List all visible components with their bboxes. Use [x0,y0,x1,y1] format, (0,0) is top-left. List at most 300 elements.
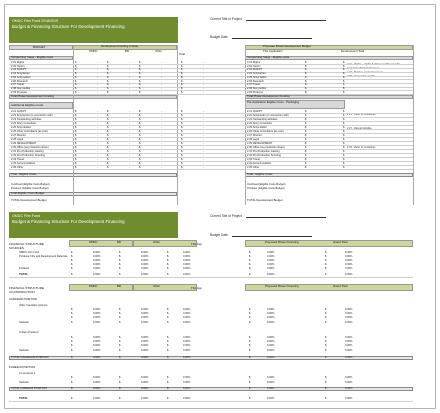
amount-cell[interactable]: $ [107,126,109,129]
fin1-row-1-cell-9: 0.00% [345,251,353,254]
phase-amount-cell[interactable]: $ [305,142,307,145]
fin2-total-cdn-cell-0[interactable]: $ [71,356,73,359]
amount-cell[interactable]: $ [181,150,183,153]
amount-value: - [129,138,130,141]
fin2-c-1-cell-6[interactable]: $ [249,376,251,379]
amount-cell[interactable]: $ [107,134,109,137]
phase-amount-cell[interactable]: $ [343,138,345,141]
amount-cell[interactable]: $ [181,166,183,169]
fin2-a-1-cell-8[interactable]: $ [325,308,327,311]
fin2-a-3-cell-0[interactable]: $ [71,316,73,319]
amount-value: - [129,154,130,157]
fin2-b-3-cell-2[interactable]: $ [119,344,121,347]
amount-cell[interactable]: $ [139,162,141,165]
amount-cell[interactable]: $ [107,162,109,165]
fin2-b-1-cell-6[interactable]: $ [249,336,251,339]
fin2-total-cell-0[interactable]: $ [71,397,73,400]
amount-cell[interactable]: $ [139,146,141,149]
amount-cell[interactable]: $ [107,72,109,76]
fin2-sub-2-cell-6[interactable]: $ [249,349,251,352]
fin1-row-2-cell-6[interactable]: $ [249,255,251,258]
phase-amount-cell[interactable]: $ [343,86,345,90]
fin2-total-cell-9: 0.00% [345,397,353,400]
fin2-c5: Proposed Phase Financing [265,284,299,288]
amount-cell[interactable]: $ [139,158,141,161]
line-code: 2.21 [11,110,17,113]
phase-amount-cell[interactable]: $ [305,134,307,137]
amount-cell[interactable]: $ [181,162,183,165]
amount-cell[interactable]: $ [181,118,183,121]
fin2-sub-1-cell-6[interactable]: $ [249,321,251,324]
phase-line-b-9: 2.30 Office (as production share) [247,146,285,149]
note-7: 2.33 - Refer to Guidelines [347,146,376,149]
fin2-sub-1-cell-8[interactable]: $ [325,321,327,324]
amount-value: - [203,90,204,94]
phase-amount-cell[interactable]: $ [305,86,307,90]
amount-cell[interactable]: $ [107,138,109,141]
amount-cell[interactable]: $ [75,146,77,149]
fin2-total-cell-4[interactable]: $ [167,397,169,400]
amount-cell[interactable]: $ [181,75,183,79]
fin2-b-3-cell-0[interactable]: $ [71,344,73,347]
phase-amount-cell[interactable]: $ [343,162,345,165]
fin2-sub-1-cell-0[interactable]: $ [71,321,73,324]
phase-amount-cell[interactable]: $ [305,83,307,87]
amount-cell[interactable]: $ [139,122,141,125]
fin1-row-4-cell-4[interactable]: $ [167,263,169,266]
fin2-a-2-cell-8[interactable]: $ [325,312,327,315]
fin2-b-2-cell-4[interactable]: $ [167,340,169,343]
fin2-total-foreign-cell-4[interactable]: $ [167,387,169,390]
packaging-label: Pre-Application Eligible Costs - Packaging [247,100,300,104]
project-title-label: Current Title of Project [210,17,242,21]
fin2-a-2-cell-6[interactable]: $ [249,312,251,315]
phase-line-b-2: 2.23 Outstanding activities [247,118,278,121]
fin2-a-3-cell-6[interactable]: $ [249,316,251,319]
phase-amount-cell[interactable]: $ [343,134,345,137]
amount-cell[interactable]: $ [181,64,183,68]
amount-value: - [203,118,204,121]
fin2-total-cdn-cell-2[interactable]: $ [119,356,121,359]
fin1-total-cell-4[interactable]: $ [167,273,169,276]
amount-cell[interactable]: $ [139,110,141,113]
fin1-row-2-cell-8[interactable]: $ [325,255,327,258]
amount-cell[interactable]: $ [139,86,141,90]
amount-cell[interactable]: $ [181,79,183,83]
grand-total-label: TOTAL Development Budget [11,198,47,202]
amount-cell[interactable]: $ [139,154,141,157]
fin2-total-foreign-cell-6[interactable]: $ [249,387,251,390]
amount-cell[interactable]: $ [139,68,141,72]
amount-cell[interactable]: $ [107,158,109,161]
phase-amount-cell[interactable]: $ [343,64,345,68]
amount-cell[interactable]: $ [181,130,183,133]
fin2-sub-1-cell-2[interactable]: $ [119,321,121,324]
amount-cell[interactable]: $ [75,68,77,72]
fin2-b-2-cell-8[interactable]: $ [325,340,327,343]
amount-cell[interactable]: $ [107,68,109,72]
fin1-total-cell-5: 0.00% [183,273,191,276]
amount-value: - [203,134,204,137]
fin1-row-2-cell-2[interactable]: $ [119,255,121,258]
fin1-row-4-cell-0[interactable]: $ [71,263,73,266]
financing-header [9,212,178,238]
phase-amount-cell[interactable]: $ [305,114,307,117]
phase-amount-cell[interactable]: $ [305,118,307,121]
fin2-a-3-cell-2[interactable]: $ [119,316,121,319]
amount-cell[interactable]: $ [107,154,109,157]
amount-cell[interactable]: $ [181,122,183,125]
budget-col-label: BUDGET [33,45,46,49]
amount-cell[interactable]: $ [139,134,141,137]
amount-cell[interactable]: $ [107,146,109,149]
amount-cell[interactable]: $ [75,114,77,117]
phase-line-b-6: 2.27 Director [247,134,262,137]
amount-value: - [203,114,204,117]
amount-cell[interactable]: $ [75,154,77,157]
amount-value: - [129,61,130,64]
amount-cell[interactable]: $ [107,110,109,113]
phase-amount-cell[interactable]: $ [305,146,307,149]
fin1-total-cell-0[interactable]: $ [71,273,73,276]
phase-amount-cell[interactable]: $ [305,150,307,153]
fin1-row-1-cell-4[interactable]: $ [167,251,169,254]
fin1-row-4-cell-8[interactable]: $ [325,263,327,266]
fin2-a-2-cell-1: 0.00% [93,312,101,315]
amount-cell[interactable]: $ [181,154,183,157]
amount-value: - [161,150,162,153]
fin1-row-2-cell-4[interactable]: $ [167,255,169,258]
amount-cell[interactable]: $ [107,86,109,90]
amount-cell[interactable]: $ [139,114,141,117]
amount-value: - [97,146,98,149]
amount-value: - [129,118,130,121]
amount-value: - [203,150,204,153]
amount-cell[interactable]: $ [139,75,141,79]
fin2-b-3-cell-4[interactable]: $ [167,344,169,347]
amount-cell[interactable]: $ [139,64,141,68]
amount-cell[interactable]: $ [139,126,141,129]
amount-cell[interactable]: $ [107,130,109,133]
fin2-b-1-cell-2[interactable]: $ [119,336,121,339]
phase-amount-cell[interactable]: $ [305,158,307,161]
amount-cell[interactable]: $ [75,162,77,165]
amount-cell[interactable]: $ [181,72,183,76]
fin1-row-5-cell-6[interactable]: $ [249,267,251,270]
phase-amount-cell[interactable]: $ [343,72,345,76]
amount-cell[interactable]: $ [181,86,183,90]
phase-amount-cell[interactable]: $ [343,158,345,161]
phase-amount-cell[interactable]: $ [305,166,307,169]
amount-cell[interactable]: $ [139,83,141,87]
project-title-field-2[interactable] [210,214,340,218]
phase-amount-cell[interactable]: $ [343,122,345,125]
phase-amount-cell[interactable]: $ [343,75,345,79]
amount-value: - [203,122,204,125]
fin1-row-1-cell-0[interactable]: $ [71,251,73,254]
amount-cell[interactable]: $ [107,61,109,64]
amount-cell[interactable]: $ [181,61,183,64]
phase-amount-cell[interactable]: $ [305,68,307,72]
fin1-row-4-cell-6[interactable]: $ [249,263,251,266]
amount-cell[interactable]: $ [75,83,77,87]
fin2-a-2-cell-0[interactable]: $ [71,312,73,315]
phase-amount-cell[interactable]: $ [305,122,307,125]
fin2-sub-2-cell-2[interactable]: $ [119,349,121,352]
fin1-row-5-cell-0[interactable]: $ [71,267,73,270]
amount-value: - [161,146,162,149]
amount-cell[interactable]: $ [139,150,141,153]
fin1-total-label: TOTAL [19,272,29,276]
note-3: 2.07 - Matches production travel [347,71,383,74]
amount-cell[interactable]: $ [75,138,77,141]
amount-cell[interactable]: $ [107,83,109,87]
fin2-b-2-cell-6[interactable]: $ [249,340,251,343]
fin2-sub-3-cell-8[interactable]: $ [325,381,327,384]
fin1-row-3-cell-4[interactable]: $ [167,259,169,262]
amount-cell[interactable]: $ [75,150,77,153]
phase-amount-cell[interactable]: $ [343,142,345,145]
phase-amount-cell[interactable]: $ [305,72,307,76]
phase-amount-cell[interactable]: $ [305,64,307,68]
phase-amount-cell[interactable]: $ [305,79,307,83]
fin1-row-5-cell-2[interactable]: $ [119,267,121,270]
phase-amount-cell[interactable]: $ [305,138,307,141]
amount-cell[interactable]: $ [139,118,141,121]
fin2-c-1-cell-0[interactable]: $ [71,376,73,379]
fin2-total-foreign-cell-8[interactable]: $ [325,387,327,390]
fin1-row-5-cell-4[interactable]: $ [167,267,169,270]
amount-cell[interactable]: $ [181,114,183,117]
fin2-b-1-cell-4[interactable]: $ [167,336,169,339]
phase-amount-cell[interactable]: $ [305,90,307,94]
line-name: Pre-Production Casting [16,150,44,153]
fin2-a-2-cell-2[interactable]: $ [119,312,121,315]
fin2-sub-2-cell-8[interactable]: $ [325,349,327,352]
fin2-a-1-cell-0[interactable]: $ [71,308,73,311]
fin2-total-cell-8[interactable]: $ [325,397,327,400]
fin2-b-3-cell-7: 0.00% [267,344,275,347]
phase-amount-cell[interactable]: $ [343,150,345,153]
amount-cell[interactable]: $ [75,130,77,133]
amount-cell[interactable]: $ [107,118,109,121]
col-br: BR [125,49,129,53]
amount-cell[interactable]: $ [75,61,77,64]
fin2-b-1-cell-0[interactable]: $ [71,336,73,339]
amount-cell[interactable]: $ [107,114,109,117]
phase-amount-cell[interactable]: $ [343,154,345,157]
project-title-field[interactable] [210,17,340,21]
amount-cell[interactable]: $ [139,72,141,76]
fin2-sub-3-cell-4[interactable]: $ [167,381,169,384]
amount-cell[interactable]: $ [181,90,183,94]
amount-cell[interactable]: $ [75,118,77,121]
fin1-c1: OMDC [89,240,98,244]
amount-cell[interactable]: $ [181,68,183,72]
phase-amount-cell[interactable]: $ [343,79,345,83]
fin2-sub-1-cell-4[interactable]: $ [167,321,169,324]
fin2-label2: CO-PRODUCTION [9,290,35,294]
phase-amount-cell[interactable]: $ [343,68,345,72]
budget-date-field[interactable] [210,35,340,39]
amount-cell[interactable]: $ [139,61,141,64]
amount-cell[interactable]: $ [75,75,77,79]
fin2-total-foreign-cell-2[interactable]: $ [119,387,121,390]
fin2-b-2-cell-1: 0.00% [93,340,101,343]
amount-cell[interactable]: $ [181,134,183,137]
amount-cell[interactable]: $ [75,166,77,169]
scriptwriting-label-right: Scriptwriting Stage - Eligible costs [247,55,290,59]
fin2-total-cdn-cell-8[interactable]: $ [325,356,327,359]
amount-cell[interactable]: $ [75,79,77,83]
phase-amount-cell[interactable]: $ [305,75,307,79]
amount-cell[interactable]: $ [107,166,109,169]
budget-date-field-2[interactable] [210,233,340,237]
amount-cell[interactable]: $ [75,134,77,137]
amount-cell[interactable]: $ [181,110,183,113]
line-code: 2.22 [11,114,17,117]
fin1-col-band-1 [69,240,133,247]
fin1-total-cell-8[interactable]: $ [325,273,327,276]
fin2-sub-3-cell-6[interactable]: $ [249,381,251,384]
amount-cell[interactable]: $ [181,158,183,161]
phase-amount-cell[interactable]: $ [305,110,307,113]
amount-cell[interactable]: $ [107,142,109,145]
phase-amount-cell[interactable]: $ [305,61,307,64]
phase-amount-cell[interactable]: $ [305,126,307,129]
amount-cell[interactable]: $ [107,64,109,68]
fin2-total-cell-6[interactable]: $ [249,397,251,400]
amount-cell[interactable]: $ [139,142,141,145]
phase-amount-cell[interactable]: $ [343,110,345,113]
fin1-row-4-cell-2[interactable]: $ [119,263,121,266]
fin2-a-2-cell-4[interactable]: $ [167,312,169,315]
fin1-row-1-cell-2[interactable]: $ [119,251,121,254]
amount-cell[interactable]: $ [75,126,77,129]
amount-cell[interactable]: $ [75,142,77,145]
amount-cell[interactable]: $ [181,146,183,149]
fin2-b-3-cell-5: 0.00% [183,344,191,347]
fin2-total-foreign-cell-7: 0.00% [267,387,275,390]
col-dev-total: Development Total [341,49,365,53]
fin2-sub-3-cell-0[interactable]: $ [71,381,73,384]
fin2-total-cdn-cell-4[interactable]: $ [167,356,169,359]
fin2-a-3-cell-8[interactable]: $ [325,316,327,319]
fin1-row-1-cell-6[interactable]: $ [249,251,251,254]
amount-cell[interactable]: $ [107,79,109,83]
note-4: 2.08 - Story Editor eligible [347,75,376,78]
amount-cell[interactable]: $ [139,138,141,141]
fin2-sub-3-cell-2[interactable]: $ [119,381,121,384]
phase-amount-cell[interactable]: $ [343,90,345,94]
amount-cell[interactable]: $ [181,83,183,87]
fin1-row-2-cell-0[interactable]: $ [71,255,73,258]
fin2-sub-2-cell-4[interactable]: $ [167,349,169,352]
fin2-total-cdn-cell-6[interactable]: $ [249,356,251,359]
amount-cell[interactable]: $ [107,90,109,94]
fin2-total-foreign-cell-0[interactable]: $ [71,387,73,390]
amount-cell[interactable]: $ [75,72,77,76]
amount-cell[interactable]: $ [75,90,77,94]
amount-cell[interactable]: $ [107,150,109,153]
amount-cell[interactable]: $ [75,110,77,113]
phase-amount-cell[interactable]: $ [343,118,345,121]
fin2-b-2-cell-2[interactable]: $ [119,340,121,343]
fin2-b-3-cell-8[interactable]: $ [325,344,327,347]
phase-amount-cell[interactable]: $ [343,114,345,117]
fin2-b-2-cell-0[interactable]: $ [71,340,73,343]
fin2-b-3-cell-6[interactable]: $ [249,344,251,347]
fin1-row-3-cell-8[interactable]: $ [325,259,327,262]
fin2-b-1-cell-8[interactable]: $ [325,336,327,339]
amount-cell[interactable]: $ [139,130,141,133]
line-name: Other [16,166,24,169]
phase-amount-cell[interactable]: $ [343,130,345,133]
fin1-row-2-cell-5: 0.00% [183,255,191,258]
amount-cell[interactable]: $ [139,166,141,169]
fin2-sub-2-cell-0[interactable]: $ [71,349,73,352]
fin2-total-cell-2[interactable]: $ [119,397,121,400]
amount-value: - [203,166,204,169]
fin1-row-1-cell-8[interactable]: $ [325,251,327,254]
fin2-c-1-cell-2[interactable]: $ [119,376,121,379]
fin1-row-2-cell-9: 0.00% [345,255,353,258]
fin1-row-4-cell-3: 0.00% [141,263,149,266]
fin2-a-1-cell-2[interactable]: $ [119,308,121,311]
line-code: 2.30 [11,146,17,149]
fin1-row-3-cell-0[interactable]: $ [71,259,73,262]
phase-amount-cell[interactable]: $ [343,166,345,169]
fin2-a-3-cell-4[interactable]: $ [167,316,169,319]
fin1-total-cell-2[interactable]: $ [119,273,121,276]
amount-cell[interactable]: $ [75,158,77,161]
amount-value: - [97,72,98,76]
fin2-c-1-cell-8[interactable]: $ [325,376,327,379]
phase-amount-cell[interactable]: $ [305,154,307,157]
fin2-sub-1-cell-9: 0.00% [345,321,353,324]
amount-cell[interactable]: $ [75,86,77,90]
fin2-c3: Other [153,284,160,288]
additional-label: Additional Eligible Costs [11,103,44,107]
amount-cell[interactable]: $ [181,138,183,141]
amount-cell[interactable]: $ [181,126,183,129]
fin1-row-3-cell-6[interactable]: $ [249,259,251,262]
amount-cell[interactable]: $ [75,122,77,125]
fin2-c-1-cell-4[interactable]: $ [167,376,169,379]
amount-cell[interactable]: $ [107,122,109,125]
phase-amount-cell[interactable]: $ [343,83,345,87]
phase-amount-cell[interactable]: $ [305,162,307,165]
phase-amount-cell[interactable]: $ [343,61,345,64]
fin1-total-cell-6[interactable]: $ [249,273,251,276]
phase-amount-cell[interactable]: $ [343,126,345,129]
fin2-a-1-cell-6[interactable]: $ [249,308,251,311]
phase-amount-cell[interactable]: $ [343,146,345,149]
phase-line-b-0: 2.21 SCRIPT [247,110,263,113]
amount-cell[interactable]: $ [75,64,77,68]
fin1-row-5-cell-8[interactable]: $ [325,267,327,270]
line-code: 2.33 [11,158,17,161]
amount-cell[interactable]: $ [107,75,109,79]
amount-cell[interactable]: $ [139,79,141,83]
amount-cell[interactable]: $ [181,142,183,145]
phase-amount-cell[interactable]: $ [305,130,307,133]
fin1-row-4-cell-9: 0.00% [345,263,353,266]
fin1-row-3-cell-2[interactable]: $ [119,259,121,262]
fin2-total-cdn-cell-3: 0.00% [141,356,149,359]
fin2-a-1-cell-4[interactable]: $ [167,308,169,311]
amount-cell[interactable]: $ [139,90,141,94]
